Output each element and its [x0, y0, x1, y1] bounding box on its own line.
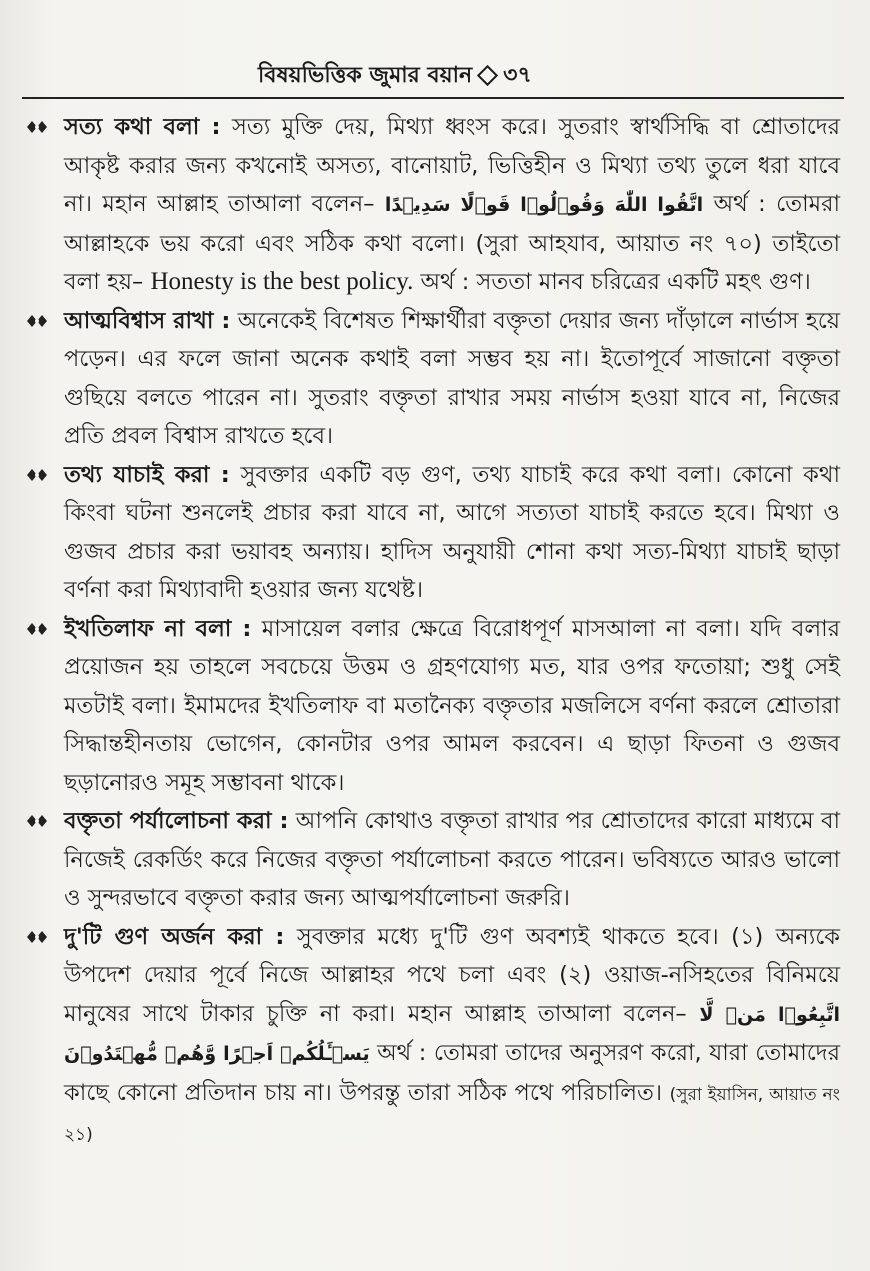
section-text: মাসায়েল বলার ক্ষেত্রে বিরোধপূর্ণ মাসআলা না বলা। যদি বলার প্রয়োজন হয় তাহলে সবচেয়ে উত্তম ও গ্রহণযোগ্য মত, যার ওপর ফতোয়া; শুধু সেই মতটাই বলা। ইমামদের ইখতিলাফ বা মতানৈক্য বক্তৃতার মজলিসে বর্ণনা করলে শ্রোতারা সিদ্ধান্তহীনতায় ভোগেন, কোনটার ওপর আমল করবেন। এ ছাড়া ফিতনা ও গুজব ছড়ানোরও সমূহ সম্ভাবনা থাকে।	[64, 615, 841, 796]
section-text: সুবক্তার মধ্যে দু'টি গুণ অবশ্যই থাকতে হবে। (১) অন্যকে উপদেশ দেয়ার পূর্বে নিজে আল্লাহর পথে চলা এবং (২) ওয়াজ-নসিহতের বিনিময়ে মানুষের সাথে টাকার চুক্তি না করা। মহান আল্লাহ তাআলা বলেন–	[64, 923, 840, 1027]
diamond-bullet-icon	[26, 468, 48, 482]
page-body	[24, 108, 840, 1155]
diamond-bullet-icon	[26, 814, 48, 828]
english-quote: Honesty is the best policy.	[150, 268, 414, 295]
section-self-confidence	[24, 302, 840, 456]
arabic-verse: اتَّقُوا اللّٰهَ وَقُوۡلُوۡا قَوۡلًا سَدِيۡدًا	[384, 194, 704, 216]
diamond-bullet-icon	[26, 314, 48, 328]
running-header	[258, 58, 598, 95]
section-truthfulness	[24, 108, 840, 302]
section-text: অর্থ : তোমরা আল্লাহকে ভয় করো এবং সঠিক কথা বলো। (সুরা আহযাব, আয়াত নং ৭০) তাইতো বলা হয়–	[64, 191, 840, 295]
diamond-bullet-icon	[26, 120, 48, 134]
section-heading: তথ্য যাচাই করা :	[64, 461, 230, 488]
section-no-disagreement	[24, 610, 840, 803]
diamond-separator-icon	[477, 64, 498, 85]
section-speech-review	[24, 802, 840, 918]
section-heading: সত্য কথা বলা :	[64, 114, 221, 140]
section-heading: দু'টি গুণ অর্জন করা :	[64, 923, 285, 950]
section-heading: আত্মবিশ্বাস রাখা :	[64, 307, 231, 334]
book-title: বিষয়ভিত্তিক জুমার বয়ান	[258, 63, 473, 88]
diamond-bullet-icon	[26, 622, 48, 636]
section-text: অনেকেই বিশেষত শিক্ষার্থীরা বক্তৃতা দেয়ার জন্য দাঁড়ালে নার্ভাস হয়ে পড়েন। এর ফলে জানা অনেক কথাই বলা সম্ভব হয় না। ইতোপূর্বে সাজানো বক্তৃতা গুছিয়ে বলতে পারেন না। সুতরাং বক্তৃতা রাখার সময় নার্ভাস হওয়া যাবে না, নিজের প্রতি প্রবল বিশ্বাস রাখতে হবে।	[64, 307, 841, 449]
section-two-qualities	[24, 918, 840, 1155]
section-text: অর্থ : সততা মানব চরিত্রের একটি মহৎ গুণ।	[413, 269, 811, 295]
section-heading: ইখতিলাফ না বলা :	[64, 615, 252, 642]
arabic-verse: اتَّبِعُوۡا مَنۡ لَّا يَسۡـَٔلُكُمۡ اَجۡرًا وَّهُمۡ مُّهۡتَدُوۡنَ	[64, 1003, 840, 1065]
diamond-bullet-icon	[26, 930, 48, 944]
section-text: আপনি কোথাও বক্তৃতা রাখার পর শ্রোতাদের কারো মাধ্যমে বা নিজেই রেকর্ডিং করে নিজের বক্তৃতা পর্যালোচনা করতে পারেন। ভবিষ্যতে আরও ভালো ও সুন্দরভাবে বক্তৃতা করার জন্য আত্মপর্যালোচনা জরুরি।	[64, 808, 840, 911]
verse-reference: (সুরা ইয়াসিন, আয়াত নং ২১)	[64, 1084, 841, 1145]
page-number: ৩৭	[503, 63, 532, 88]
section-text: সত্য মুক্তি দেয়, মিথ্যা ধ্বংস করে। সুতরাং স্বার্থসিদ্ধি বা শ্রোতাদের আকৃষ্ট করার জন্য কখনোই অসত্য, বানোয়াট, ভিত্তিহীন ও মিথ্যা তথ্য তুলে ধরা যাবে না। মহান আল্লাহ তাআলা বলেন–	[64, 114, 841, 217]
section-text: অর্থ : তোমরা তাদের অনুসরণ করো, যারা তোমাদের কাছে কোনো প্রতিদান চায় না। উপরন্তু তারা সঠিক পথে পরিচালিত।	[64, 1040, 840, 1106]
header-rule	[22, 97, 844, 99]
section-heading: বক্তৃতা পর্যালোচনা করা :	[64, 808, 289, 834]
section-text: সুবক্তার একটি বড় গুণ, তথ্য যাচাই করে কথা বলা। কোনো কথা কিংবা ঘটনা শুনলেই প্রচার করা যাবে না, আগে সত্যতা যাচাই করতে হবে। মিথ্যা ও গুজব প্রচার করা ভয়াবহ অন্যায়। হাদিস অনুযায়ী শোনা কথা সত্য-মিথ্যা যাচাই ছাড়া বর্ণনা করা মিথ্যাবাদী হওয়ার জন্য যথেষ্ট।	[64, 461, 840, 603]
section-fact-checking	[24, 456, 840, 610]
